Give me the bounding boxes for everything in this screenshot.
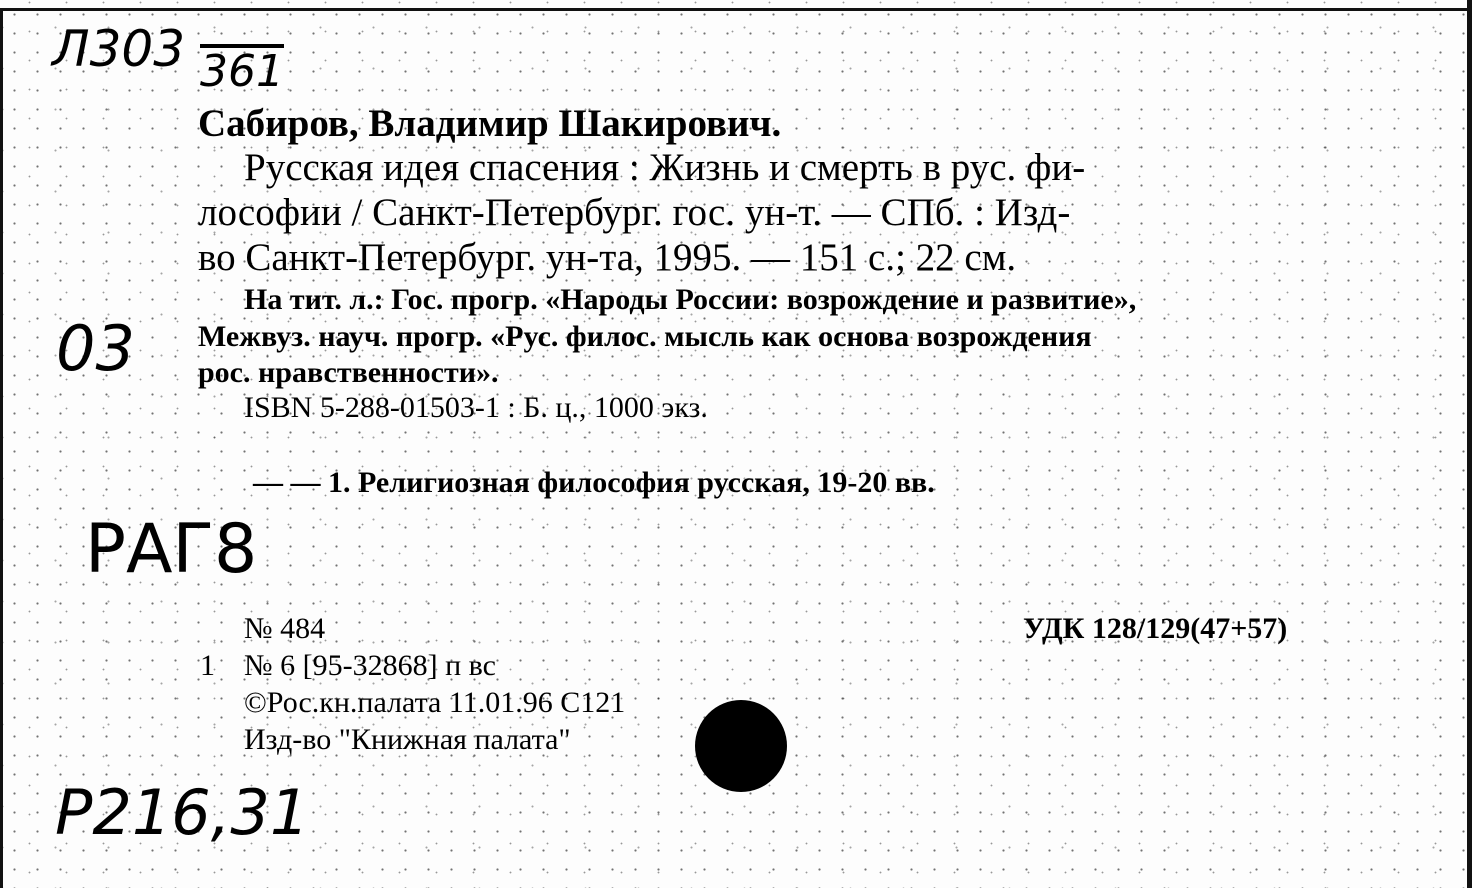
title-line: Русская идея спасения : Жизнь и смерть в рус. фи- bbox=[244, 146, 1086, 189]
note-line: рос. нравственности». bbox=[198, 356, 499, 389]
handwritten-shelfmark-2: 361 bbox=[200, 46, 284, 97]
note-line: На тит. л.: Гос. прогр. «Народы России: возрождение и развитие», bbox=[244, 283, 1137, 316]
subject-heading: — — 1. Религиозная философия русская, 19-20 вв. bbox=[253, 466, 935, 499]
card-right-edge bbox=[1467, 0, 1472, 888]
author-heading: Сабиров, Владимир Шакирович. bbox=[198, 102, 782, 145]
copy-count: 1 bbox=[200, 649, 215, 682]
isbn-line: ISBN 5-288-01503-1 : Б. ц., 1000 экз. bbox=[244, 391, 708, 424]
card-top-edge bbox=[0, 8, 1472, 11]
note-line: Межвуз. науч. прогр. «Рус. филос. мысль как основа возрождения bbox=[198, 320, 1092, 353]
udc-code: УДК 128/129(47+57) bbox=[1023, 612, 1288, 645]
publisher-line: Изд-во "Книжная палата" bbox=[244, 723, 571, 756]
card-number: № 484 bbox=[244, 612, 326, 645]
handwritten-code-mark: РАГ8 bbox=[85, 510, 258, 589]
punched-hole bbox=[695, 700, 787, 792]
title-line: во Санкт-Петербург. ун-та, 1995. — 151 с.; 22 см. bbox=[198, 236, 1017, 279]
card-left-edge bbox=[0, 8, 3, 888]
handwritten-left-mark: 03 bbox=[56, 312, 135, 385]
registry-line: № 6 [95-32868] п вс bbox=[244, 649, 496, 682]
title-line: лософии / Санкт-Петербург. гос. ун-т. — СПб. : Изд- bbox=[198, 191, 1071, 234]
copyright-line: ©Рос.кн.палата 11.01.96 С121 bbox=[244, 686, 626, 719]
handwritten-bottom-mark: Р216,31 bbox=[55, 776, 310, 849]
handwritten-shelfmark-1: Л303 bbox=[52, 20, 186, 78]
